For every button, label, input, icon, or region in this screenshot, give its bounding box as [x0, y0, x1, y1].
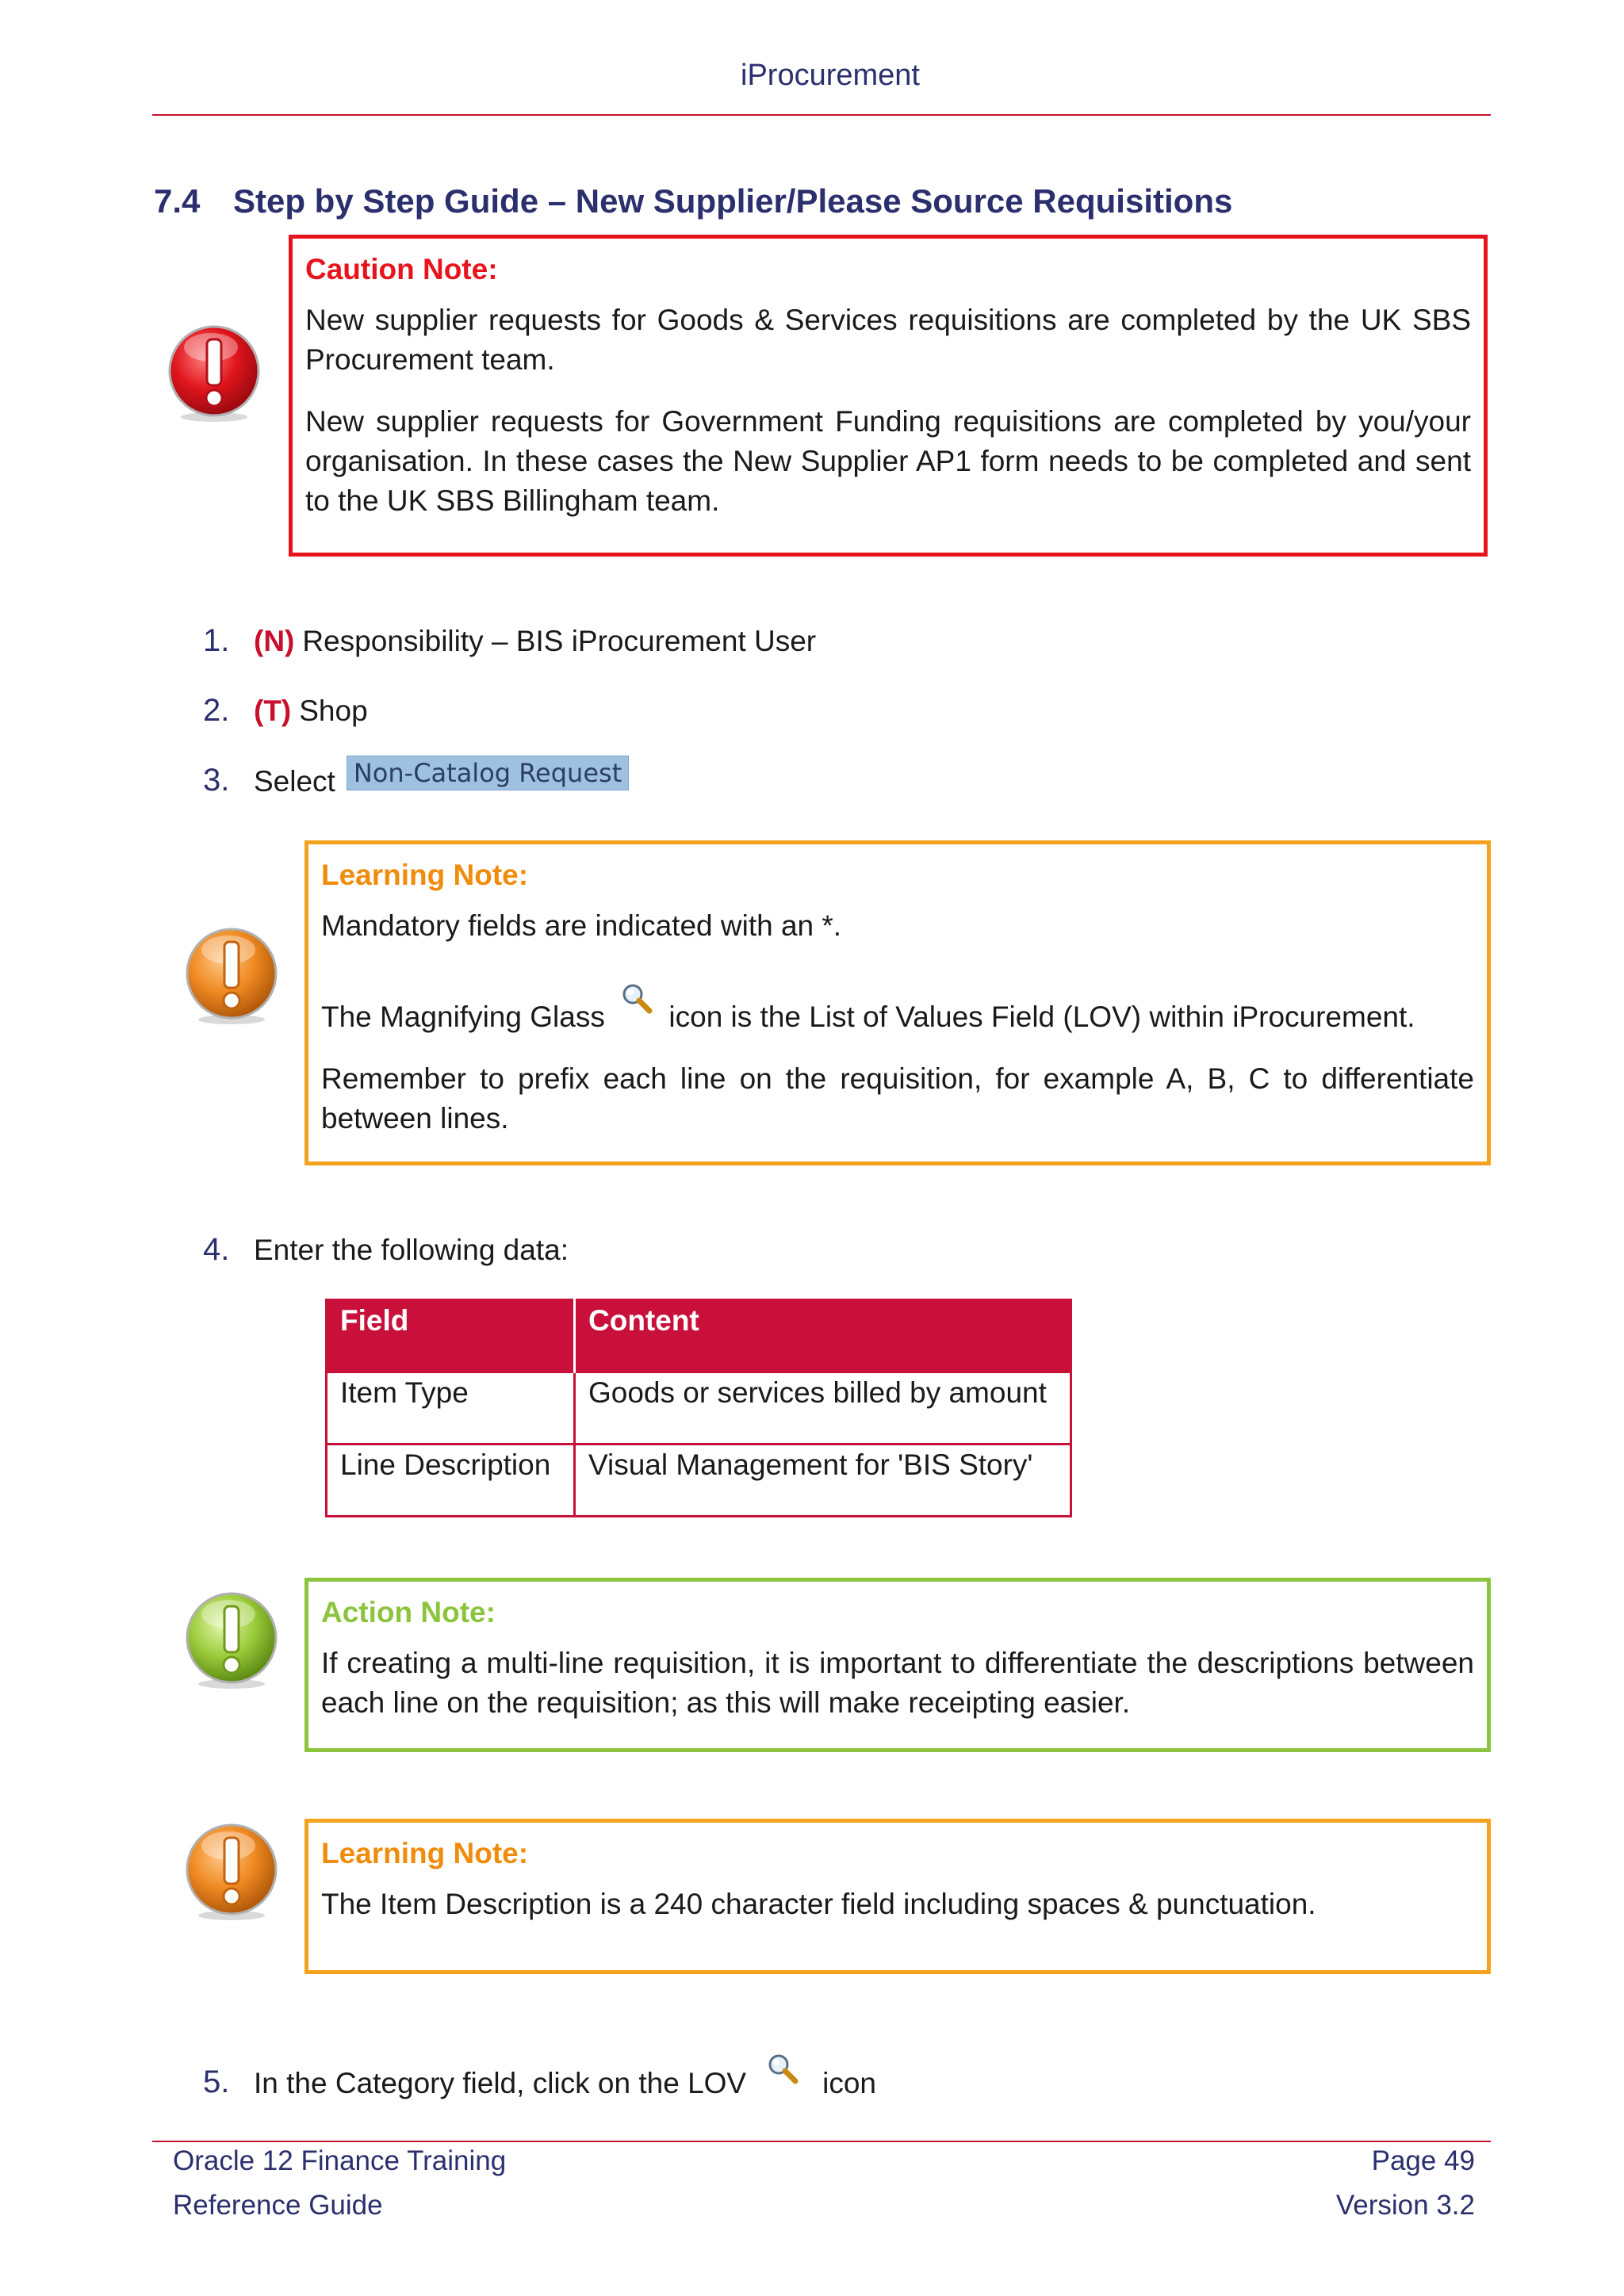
table-cell: Visual Management for 'BIS Story'	[575, 1445, 1071, 1517]
step-number: 1.	[203, 623, 230, 658]
data-table	[325, 1299, 1072, 1517]
magnifying-glass-icon	[619, 981, 654, 1016]
caution-note-title: Caution Note:	[305, 253, 498, 285]
step-number: 5.	[203, 2064, 230, 2099]
learning-note-line-2-end: icon is the List of Values Field (LOV) within iProcurement.	[668, 1000, 1415, 1033]
table-cell: Goods or services billed by amount	[575, 1372, 1071, 1445]
step-text: Responsibility – BIS iProcurement User	[302, 625, 817, 657]
step-number: 2.	[203, 693, 230, 728]
footer-course-title: Oracle 12 Finance Training	[173, 2145, 507, 2176]
step-2	[203, 693, 368, 729]
footer-rule	[152, 2141, 1491, 2142]
section-number: 7.4	[154, 182, 201, 220]
footer-guide-label: Reference Guide	[173, 2190, 383, 2221]
step-text-end: icon	[822, 2067, 876, 2099]
learning-note-line-2-start: The Magnifying Glass	[321, 1000, 605, 1033]
learning-note-title: Learning Note:	[321, 1837, 529, 1869]
learning-exclamation-icon	[181, 926, 282, 1027]
step-text: Select	[254, 765, 335, 798]
table-header-content: Content	[575, 1300, 1071, 1372]
caution-note-paragraph-1: New supplier requests for Goods & Services requisitions are completed by the UK SBS Procurement team.	[305, 303, 1471, 376]
step-3	[203, 758, 629, 798]
step-text: In the Category field, click on the LOV	[254, 2067, 747, 2099]
action-exclamation-icon	[181, 1590, 282, 1692]
table-cell: Line Description	[327, 1445, 575, 1517]
learning-note-box-2	[304, 1819, 1491, 1974]
table-header-row	[327, 1300, 1071, 1372]
step-text: Shop	[299, 695, 368, 727]
table-row	[327, 1445, 1071, 1517]
step-5	[203, 2064, 876, 2100]
action-note-title: Action Note:	[321, 1596, 496, 1628]
caution-note-paragraph-2: New supplier requests for Government Funding requisitions are completed by you/your organisation. In these cases the New Supplier AP1 form needs to be completed and sent to the UK SBS Billingham team.	[305, 404, 1471, 517]
step-4	[203, 1232, 569, 1268]
action-note-text: If creating a multi-line requisition, it is important to differentiate the descriptions between each line on the requisition; as this will make receipting easier.	[321, 1646, 1474, 1719]
step-number: 3.	[203, 763, 230, 798]
action-note-box	[304, 1578, 1491, 1752]
navigator-prefix: (N)	[254, 625, 295, 657]
magnifying-glass-icon[interactable]	[765, 2051, 800, 2086]
step-number: 4.	[203, 1232, 230, 1267]
section-heading	[154, 182, 1232, 220]
footer-version: Version 3.2	[1335, 2190, 1475, 2221]
learning-note-text: The Item Description is a 240 character field including spaces & punctuation.	[321, 1887, 1316, 1920]
section-title: Step by Step Guide – New Supplier/Please Source Requisitions	[233, 182, 1233, 220]
learning-note-line-2	[321, 981, 1474, 1037]
table-cell: Item Type	[327, 1372, 575, 1445]
learning-note-box	[304, 840, 1491, 1165]
table-row	[327, 1372, 1071, 1445]
caution-exclamation-icon	[163, 323, 265, 425]
footer-page-number: Page 49	[1371, 2145, 1475, 2176]
tab-prefix: (T)	[254, 695, 292, 727]
learning-note-line-3: Remember to prefix each line on the requisition, for example A, B, C to differentiate between lines.	[321, 1062, 1474, 1135]
header-rule	[152, 114, 1491, 116]
learning-note-title: Learning Note:	[321, 859, 529, 891]
page-header-title: iProcurement	[741, 59, 920, 92]
learning-exclamation-icon	[181, 1822, 282, 1923]
non-catalog-request-button[interactable]: Non-Catalog Request	[347, 756, 629, 790]
step-1	[203, 623, 816, 659]
table-header-field: Field	[327, 1300, 575, 1372]
learning-note-line-1: Mandatory fields are indicated with an *.	[321, 909, 842, 942]
caution-note-box	[289, 235, 1488, 557]
step-text: Enter the following data:	[254, 1234, 569, 1266]
